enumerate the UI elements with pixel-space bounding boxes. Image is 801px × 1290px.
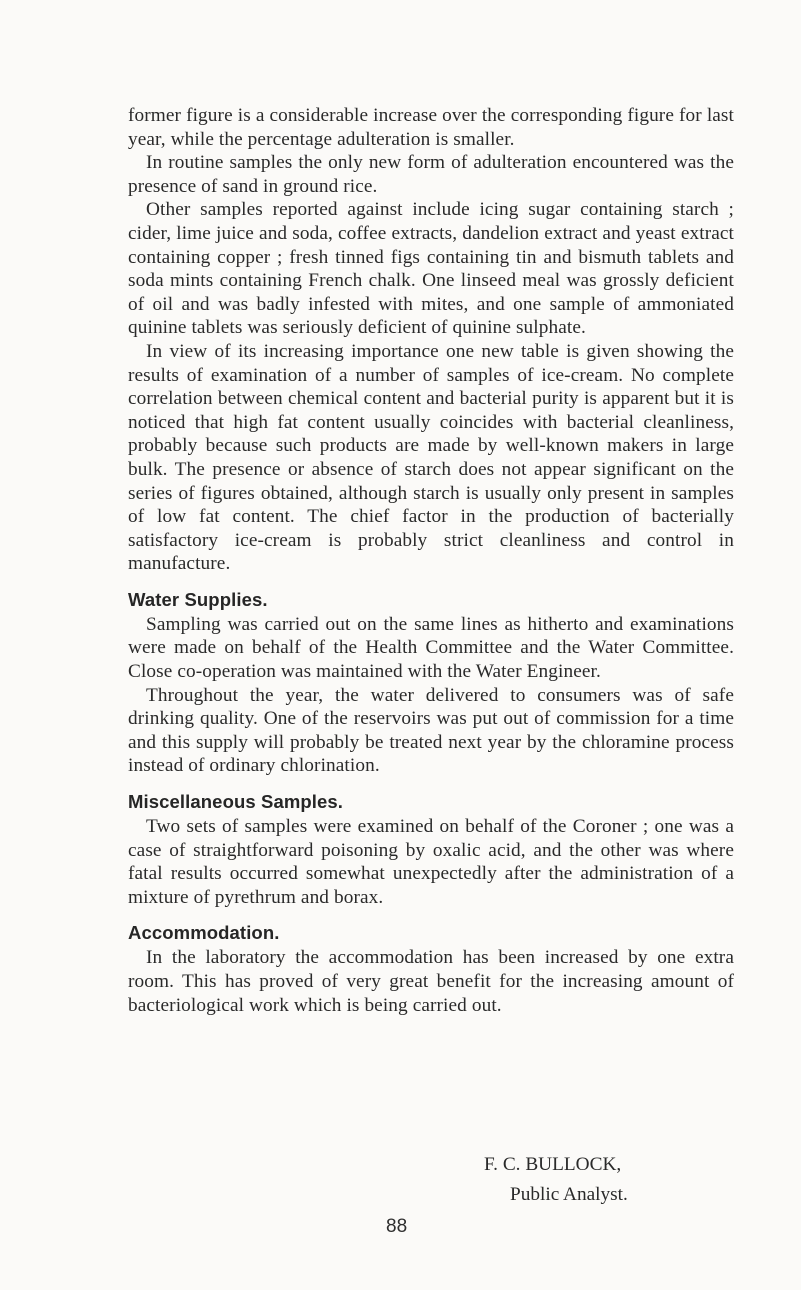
paragraph-water-quality: Throughout the year, the water delivered to consumers was of safe drinking quality. One of the reservoirs was put out of commission for a time and this supply will probably be treated next year by the chloramine process instead of ordinary chlorination. [128,684,734,777]
heading-water-supplies: Water Supplies. [128,588,268,610]
paragraph-routine-samples: In routine samples the only new form of adulteration encountered was the presence of sand in ground rice. [128,152,734,197]
paragraph-continued-figures: former figure is a considerable increase over the corresponding figure for last year, while the percentage adulteration is smaller. [128,105,734,150]
paragraph-water-sampling: Sampling was carried out on the same lines as hitherto and examinations were made on behalf of the Health Committee and the Water Committee. Close co-operation was maintained with the Water Engineer. [128,613,734,683]
paragraph-laboratory-room: In the laboratory the accommodation has been increased by one extra room. This has proved of very great benefit for the increasing amount of bacteriological work which is being carried out. [128,947,734,1016]
paragraph-ice-cream: In view of its increasing importance one new table is given showing the results of examination of a number of samples of ice-cream. No complete correlation between chemical content and bacterial purity is apparent but it is noticed that high fat content usually coincides with bacterial cleanliness, probably because such products are made by well-known makers in large bulk. The presence or absence of starch does not appear significant on the series of figures obtained, although starch is usually only present in samples of low fat content. The chief factor in the production of bacterially satisfactory ice-cream is probably strict cleanliness and control in manufacture. [128,340,734,575]
signature-title: Public Analyst. [510,1184,628,1205]
paragraph-coroner-samples: Two sets of samples were examined on behalf of the Coroner ; one was a case of straightforward poisoning by oxalic acid, and the other was where fatal results occurred somewhat unexpectedly after the administration of a mixture of pyrethrum and borax. [128,816,734,908]
heading-miscellaneous-samples: Miscellaneous Samples. [128,791,344,813]
signature-name: F. C. BULLOCK, [484,1154,622,1175]
paragraph-other-samples: Other samples reported against include icing sugar containing starch ; cider, lime juice and soda, coffee extracts, dandelion extract and yeast extract containing copper ; fresh tinned figs containing tin and bismuth tablets and soda mints containing French chalk. One linseed meal was grossly deficient of oil and was badly infested with mites, and one sample of ammoniated quinine tablets was seriously deficient of quinine sulphate. [128,199,734,339]
page-number: 88 [386,1216,408,1237]
body-text-column [128,104,734,1017]
heading-accommodation: Accommodation. [128,922,280,944]
